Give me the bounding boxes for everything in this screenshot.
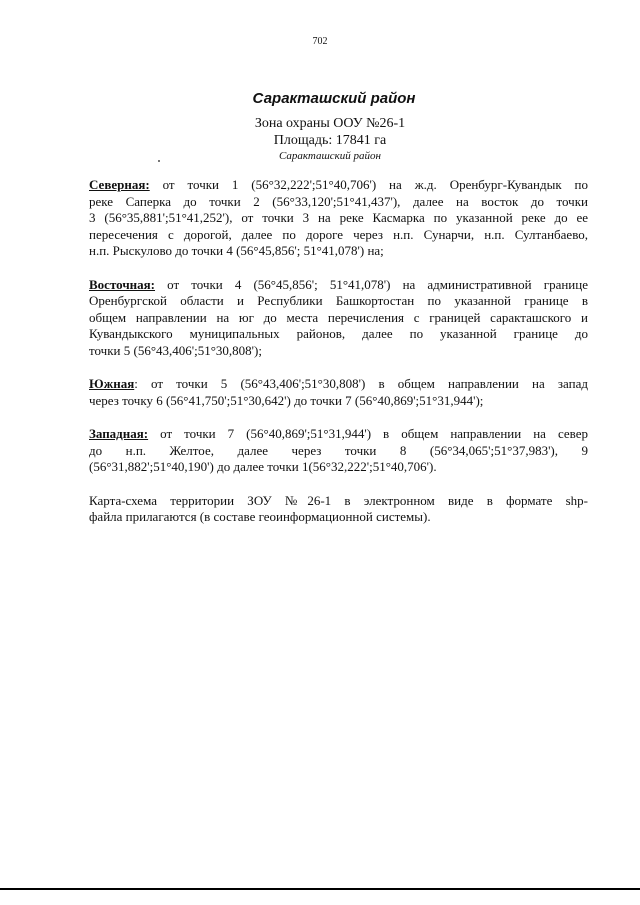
district-title: Саракташский район: [252, 90, 416, 107]
document-header: [0, 90, 640, 163]
section-line: [89, 426, 588, 443]
section-south: [89, 376, 588, 409]
footer-rule: [0, 888, 640, 890]
section-line: Кувандыкского муниципальных районов, далее по указанной границе до: [89, 326, 588, 341]
area-line: Площадь: 17841 га: [273, 133, 387, 148]
section-line: [89, 177, 588, 194]
section-north: [89, 177, 588, 260]
section-line: (56°31,882';51°40,190') до далее точки 1(56°32,222';51°40,706').: [89, 459, 437, 474]
section-line: реке Саперка до точки 2 (56°33,120';51°41,437'), далее на восток до точки: [89, 193, 588, 209]
section-east: [89, 277, 588, 360]
section-label-west: Западная:: [89, 426, 149, 441]
scan-speck: [158, 160, 160, 162]
section-line: точки 5 (56°43,406';51°30,808');: [89, 342, 262, 358]
page-number: 702: [312, 36, 328, 47]
district-subtitle: Саракташский район: [278, 150, 382, 162]
section-line: н.п. Рыскулово до точки 4 (56°45,856'; 51°41,078') на;: [89, 243, 384, 258]
section-text: от точки 1 (56°32,222';51°40,706') на ж.д. Оренбург-Кувандык по: [149, 177, 588, 192]
section-label-north: Северная:: [89, 177, 150, 192]
section-line: [89, 376, 588, 393]
section-line: через точку 6 (56°41,750';51°30,642') до точки 7 (56°40,869';51°31,944');: [89, 392, 484, 408]
closing-line: файла прилагаются (в составе геоинформационной системы).: [89, 509, 431, 524]
section-label-east: Восточная:: [89, 276, 156, 292]
section-west: [89, 426, 588, 476]
section-label-south: Южная: [89, 376, 135, 391]
section-line: до н.п. Желтое, далее через точки 8 (56°34,065';51°37,983'), 9: [89, 442, 588, 458]
section-line: [89, 277, 588, 294]
closing-line: Карта-схема территории ЗОУ №26-1 в электронном виде в формате shp-: [89, 492, 588, 508]
section-text: : от точки 5 (56°43,406';51°30,808') в общем направлении на запад: [134, 376, 588, 391]
boundary-description: [89, 177, 588, 543]
section-text: от точки 4 (56°45,856'; 51°41,078') на административной границе: [155, 276, 588, 292]
section-line: пересечения с дорогой, далее по дороге через н.п. Сунарчи, н.п. Султанбаево,: [89, 226, 588, 242]
section-line: 3 (56°35,881';51°41,252'), от точки 3 на реке Касмарка по указанной реке до ее: [89, 210, 588, 225]
zone-name: Зона охраны ООУ №26-1: [254, 116, 406, 131]
section-line: общем направлении на юг до места перечисления с границей саракташского и: [89, 309, 588, 325]
section-line: Оренбургской области и Республики Башкортостан по указанной границе в: [89, 293, 588, 308]
closing-note: [89, 493, 588, 526]
section-text: от точки 7 (56°40,869';51°31,944') в общем направлении на север: [148, 426, 588, 441]
